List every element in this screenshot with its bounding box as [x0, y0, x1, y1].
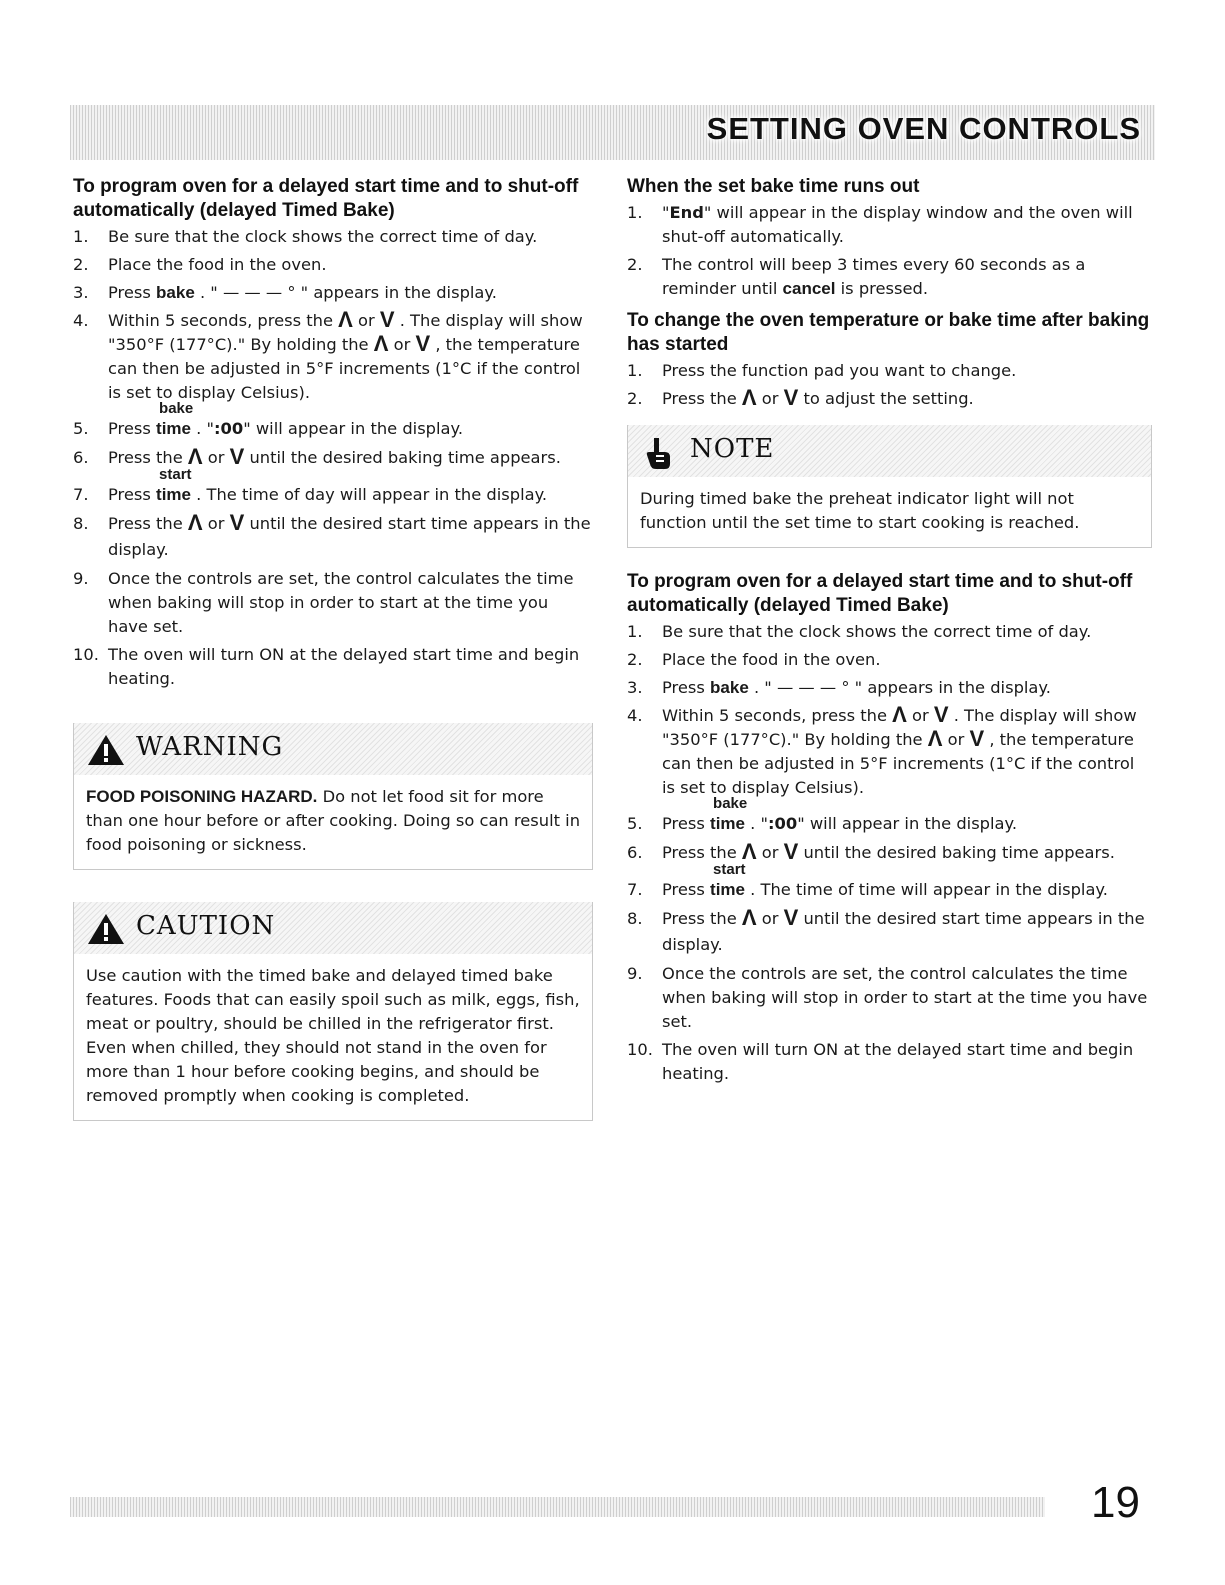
note-header	[628, 425, 1151, 477]
list-item: 8. Press the Λ or V until the desired start time appears in the display.	[627, 905, 1145, 954]
time-key-label: time	[156, 485, 191, 504]
caution-text: Use caution with the timed bake and delayed timed bake features. Foods that can easily spoil such as milk, eggs, fish, meat or poultry, should be chilled in the refrigerator first. Even when chilled, they should not stand in the oven for more than 1 hour before cooking begins, and should be removed promptly when cooking is completed.	[86, 966, 580, 1105]
down-arrow-icon: V	[783, 385, 799, 410]
up-arrow-icon: Λ	[927, 726, 943, 751]
note-text: During timed bake the preheat indicator light will not function until the set time to start cooking is reached.	[640, 489, 1080, 532]
list-item: 7. Press start time . The time of time will appear in the display.	[627, 861, 1108, 899]
time-key-label: time	[710, 814, 745, 833]
down-arrow-icon: V	[783, 905, 799, 930]
time-key-label: time	[710, 880, 745, 899]
bake-key-label: bake	[713, 795, 748, 812]
up-arrow-icon: Λ	[187, 510, 203, 535]
left-column	[73, 175, 593, 1121]
list-item: 1. Be sure that the clock shows the correct time of day.	[627, 622, 1092, 641]
delayed-bake-heading: To program oven for a delayed start time and to shut-off automatically (delayed Timed Bake)	[627, 571, 1133, 616]
list-item: 1. "End" will appear in the display window and the oven will shut-off automatically.	[627, 203, 1133, 246]
delayed-bake-steps	[73, 225, 593, 691]
change-steps	[627, 359, 1152, 411]
list-item: 2. The control will beep 3 times every 60 seconds as a reminder until cancel is pressed.	[627, 255, 1086, 298]
down-arrow-icon: V	[379, 307, 395, 332]
start-key-label: start	[713, 861, 746, 878]
down-arrow-icon: V	[969, 726, 985, 751]
delayed-bake-steps	[627, 620, 1152, 1086]
caution-header	[74, 902, 592, 954]
page-number: 19	[1091, 1478, 1140, 1527]
section-banner	[70, 105, 1155, 160]
down-arrow-icon: V	[229, 510, 245, 535]
bake-key-label: bake	[159, 400, 194, 417]
down-arrow-icon: V	[933, 702, 949, 727]
up-arrow-icon: Λ	[741, 385, 757, 410]
list-item: 1. Be sure that the clock shows the correct time of day.	[73, 227, 538, 246]
start-key-label: start	[159, 466, 192, 483]
down-arrow-icon: V	[229, 444, 245, 469]
list-item: 6. Press the Λ or V until the desired baking time appears.	[627, 839, 1115, 864]
list-item: 2. Place the food in the oven.	[627, 650, 881, 669]
list-item: 7. Press start time . The time of day will appear in the display.	[73, 466, 548, 504]
list-item: 6. Press the Λ or V until the desired baking time appears.	[73, 444, 561, 469]
list-item: 8. Press the Λ or V until the desired start time appears in the display.	[73, 510, 591, 559]
list-item: 3. Press bake . " — — — ° " appears in the display.	[627, 678, 1051, 697]
bake-time-runs-out-heading: When the set bake time runs out	[627, 176, 920, 197]
down-arrow-icon: V	[415, 331, 431, 356]
up-arrow-icon: Λ	[741, 905, 757, 930]
list-item: 5. Press bake time . ":00" will appear in the display.	[73, 400, 463, 438]
cancel-key-label: cancel	[782, 279, 836, 298]
list-item: 2. Place the food in the oven.	[73, 255, 327, 274]
bake-key-label: bake	[156, 283, 195, 302]
right-column	[627, 175, 1152, 1090]
bake-key-label: bake	[710, 678, 749, 697]
list-item: 4. Within 5 seconds, press the Λ or V . The display will show "350°F (177°C)." By holding the Λ or V , the temperature can then be adjusted in 5°F increments (1°C if the control is set to display Celsius).	[627, 702, 1137, 797]
caution-box	[73, 902, 593, 1121]
warning-text: FOOD POISONING HAZARD. Do not let food sit for more than one hour before or after cooking. Doing so can result in food poisoning or sickness.	[86, 787, 581, 854]
list-item: 4. Within 5 seconds, press the Λ or V . The display will show "350°F (177°C)." By holding the Λ or V , the temperature can then be adjusted in 5°F increments (1°C if the control is set to display Celsius).	[73, 307, 583, 402]
note-box	[627, 425, 1152, 548]
footer-bar	[70, 1497, 1045, 1517]
list-item: 3. Press bake . " — — — ° " appears in the display.	[73, 283, 497, 302]
delayed-bake-heading: To program oven for a delayed start time and to shut-off automatically (delayed Timed Bake)	[73, 176, 579, 221]
list-item: 10. The oven will turn ON at the delayed start time and begin heating.	[627, 1040, 1134, 1083]
runout-steps	[627, 201, 1152, 301]
list-item: 2. Press the Λ or V to adjust the setting.	[627, 385, 974, 410]
list-item: 1. Press the function pad you want to change.	[627, 361, 1017, 380]
down-arrow-icon: V	[783, 839, 799, 864]
warning-header	[74, 723, 592, 775]
up-arrow-icon: Λ	[741, 839, 757, 864]
up-arrow-icon: Λ	[187, 444, 203, 469]
caution-label: CAUTION	[136, 911, 276, 941]
warning-box	[73, 723, 593, 870]
section-title: SETTING OVEN CONTROLS	[706, 111, 1141, 146]
list-item: 9. Once the controls are set, the control calculates the time when baking will stop in order to start at the time you have set.	[73, 569, 574, 636]
up-arrow-icon: Λ	[373, 331, 389, 356]
time-key-label: time	[156, 419, 191, 438]
list-item: 9. Once the controls are set, the control calculates the time when baking will stop in order to start at the time you have set.	[627, 964, 1148, 1031]
warning-triangle-icon	[86, 733, 126, 767]
warning-triangle-icon	[86, 912, 126, 946]
note-label: NOTE	[690, 434, 775, 464]
hand-pointing-icon	[640, 435, 676, 471]
change-temperature-heading: To change the oven temperature or bake time after baking has started	[627, 310, 1150, 355]
list-item: 10. The oven will turn ON at the delayed start time and begin heating.	[73, 645, 580, 688]
warning-label: WARNING	[136, 732, 284, 762]
up-arrow-icon: Λ	[892, 702, 907, 727]
up-arrow-icon: Λ	[338, 307, 353, 332]
list-item: 5. Press bake time . ":00" will appear in the display.	[627, 795, 1017, 833]
